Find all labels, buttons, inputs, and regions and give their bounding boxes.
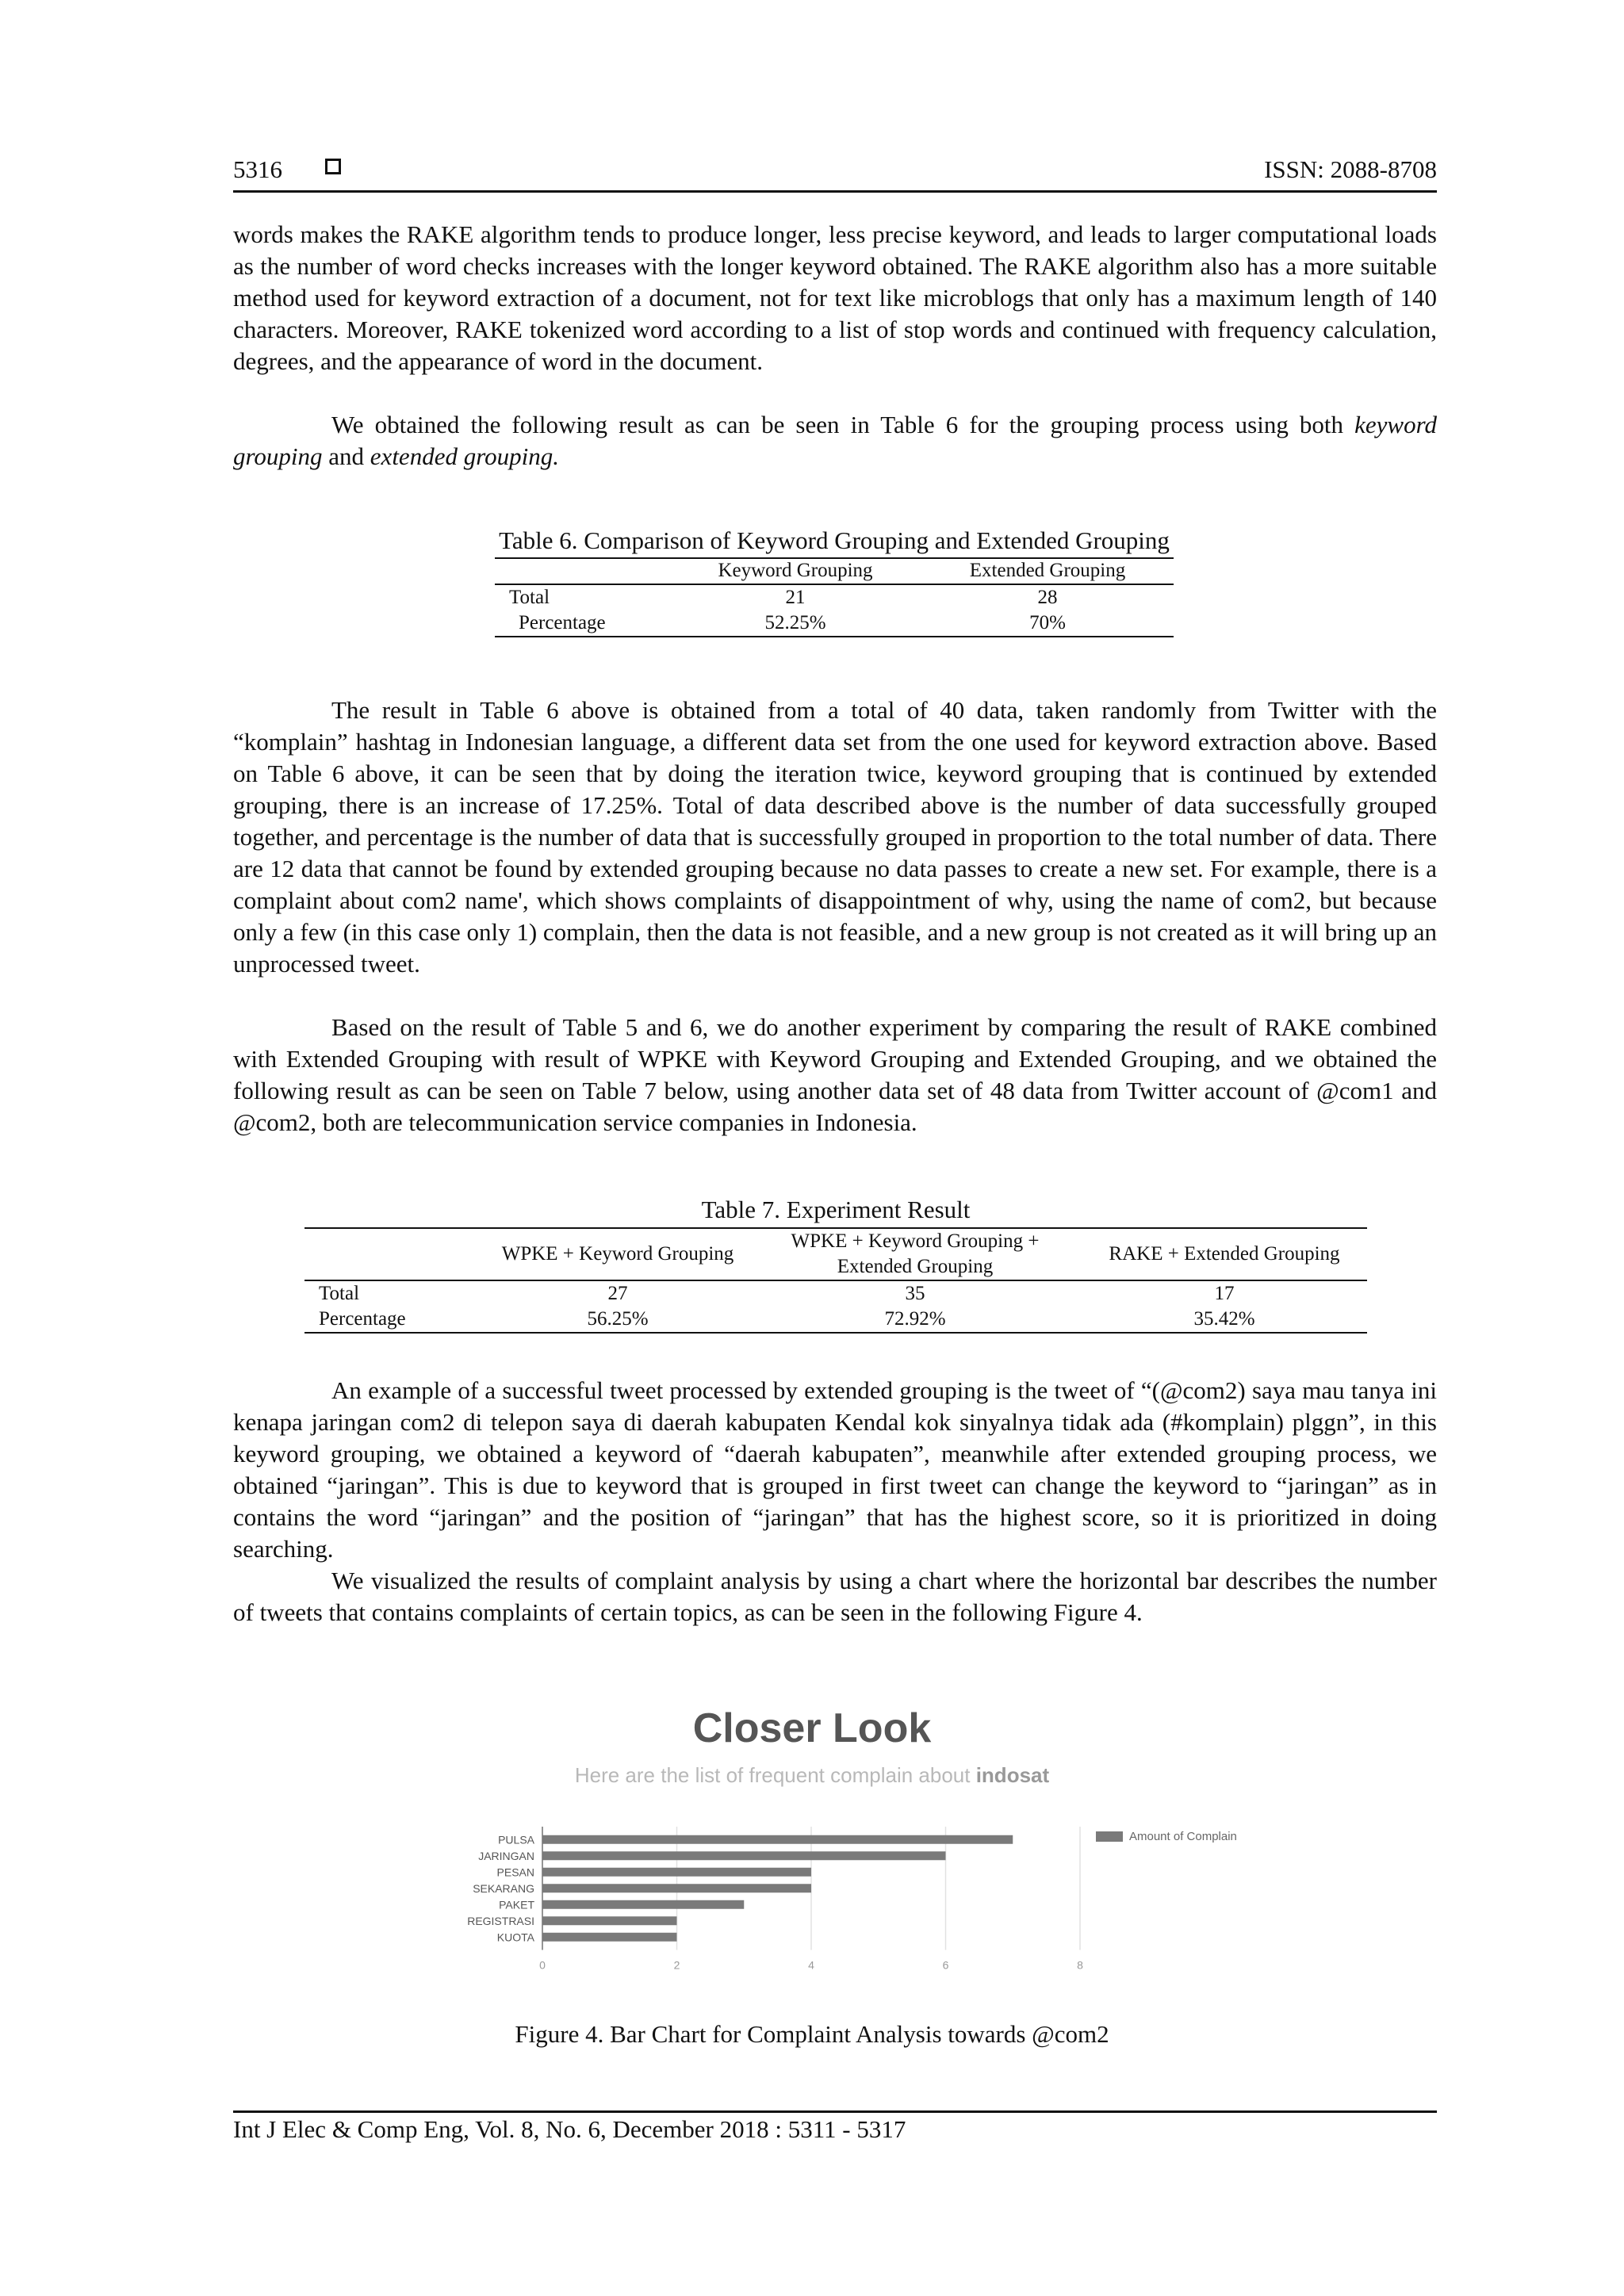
table-header-cell — [495, 558, 669, 584]
chart-bar — [542, 1933, 677, 1942]
table-header-row — [304, 1228, 1367, 1280]
chart-subtitle-brand: indosat — [975, 1763, 1050, 1787]
table-cell: 52.25% — [669, 610, 921, 637]
table-row — [495, 584, 1174, 610]
table6 — [495, 558, 1174, 637]
table-header-row — [495, 558, 1174, 584]
journal-issn: ISSN: 2088-8708 — [1264, 155, 1437, 183]
table7-caption: Table 7. Experiment Result — [701, 1196, 971, 1223]
table-header-cell: Extended Grouping — [921, 558, 1174, 584]
table7 — [304, 1227, 1367, 1334]
term-extended-grouping: extended grouping. — [370, 442, 559, 470]
table-cell: 21 — [785, 587, 806, 608]
chart-tick-label: 6 — [942, 1958, 949, 1972]
chart-tick-label: 4 — [808, 1958, 814, 1972]
chart-bar — [542, 1900, 744, 1909]
chart-tick-label: 2 — [673, 1958, 680, 1972]
figure-caption: Figure 4. Bar Chart for Complaint Analysis towards @com2 — [515, 2020, 1109, 2048]
chart-legend-label: Amount of Complain — [1129, 1830, 1237, 1843]
table-cell: 70% — [921, 610, 1174, 637]
chart-category-label: PULSA — [498, 1833, 534, 1846]
header-rule — [233, 190, 1437, 193]
chart-bar — [542, 1916, 677, 1925]
chart-bar — [542, 1835, 1013, 1844]
table-cell: 56.25% — [487, 1307, 749, 1333]
chart-bar — [542, 1868, 811, 1877]
term-keyword-grouping: keyword grouping — [233, 411, 1437, 470]
paragraph-text: and — [322, 442, 370, 470]
bar-chart — [428, 1816, 1300, 1974]
paragraph-example-tweet: An example of a successful tweet processed by extended grouping is the tweet of “(@com2) saya mau tanya ini kenapa jaringan com2 di telepon saya di daerah kabupaten Kendal kok sinyalnya tidak ada (#komplain) plggn”, in this keyword grouping, we obtained a keyword of “daerah kabupaten”, meanwhile after extended grouping process, we obtained “jaringan”. This is due to keyword that is grouped in first tweet can change the keyword to “jaringan” as in contains the word “jaringan” and the position of “jaringan” that has the highest score, so it is prioritized in doing searching. — [233, 1376, 1437, 1563]
table-cell: 72.92% — [749, 1307, 1082, 1333]
table-cell: 27 — [607, 1283, 628, 1304]
chart-subtitle-text: Here are the list of frequent complain about — [574, 1763, 976, 1787]
chart-tick-label: 0 — [539, 1958, 546, 1972]
chart-tick-label: 8 — [1077, 1958, 1083, 1972]
square-bullet-icon — [325, 159, 341, 174]
table-cell: 17 — [1214, 1283, 1235, 1304]
chart-category-label: PAKET — [499, 1898, 534, 1911]
chart-legend-swatch — [1096, 1831, 1123, 1842]
table-row — [495, 610, 1174, 637]
footer-rule — [233, 2110, 1437, 2113]
chart-category-label: REGISTRASI — [467, 1914, 534, 1927]
chart-category-label: KUOTA — [496, 1931, 534, 1944]
table-header-cell: Keyword Grouping — [669, 558, 921, 584]
table-cell: 35.42% — [1082, 1307, 1367, 1333]
chart-category-label: JARINGAN — [478, 1849, 534, 1862]
table6-caption: Table 6. Comparison of Keyword Grouping and Extended Grouping — [499, 526, 1170, 554]
paragraph-table6-discussion: The result in Table 6 above is obtained from a total of 40 data, taken randomly from Twitter with the “komplain” hashtag in Indonesian language, a different data set from the one used for keyword extraction above. Based on Table 6 above, it can be seen that by doing the iteration twice, keyword grouping that is continued by extended grouping, there is an increase of 17.25%. Total of data described above is the number of data successfully grouped together, and percentage is the number of data that is successfully grouped in proportion to the total number of data. There are 12 data that cannot be found by extended grouping because no data passes to create a new set. For example, there is a complaint about com2 name', which shows complaints of disappointment of why, using the name of com2, but because only a few (in this case only 1) complain, then the data is not feasible, and a new group is not created as it will bring up an unprocessed tweet. — [233, 696, 1437, 978]
chart-bar — [542, 1851, 946, 1860]
table-cell: Total — [319, 1283, 360, 1304]
table-header-cell: WPKE + Keyword Grouping + Extended Grouping — [749, 1228, 1082, 1280]
paragraph-table7-intro: Based on the result of Table 5 and 6, we do another experiment by comparing the result of RAKE combined with Extended Grouping with result of WPKE with Keyword Grouping and Extended Grouping, and we obtained the following result as can be seen on Table 7 below, using another data set of 48 data from Twitter account of @com1 and @com2, both are telecommunication service companies in Indonesia. — [233, 1013, 1437, 1136]
chart-category-label: SEKARANG — [473, 1881, 534, 1895]
chart-bar — [542, 1884, 811, 1892]
table-row — [304, 1307, 1367, 1333]
chart-subtitle — [0, 1763, 1624, 1788]
paragraph-rake-discussion: words makes the RAKE algorithm tends to produce longer, less precise keyword, and leads to larger computational loads as the number of word checks increases with the longer keyword obtained. The RAKE algorithm also has a more suitable method used for keyword extraction of a document, not for text like microblogs that only has a maximum length of 140 characters. Moreover, RAKE tokenized word according to a list of stop words and continued with frequency calculation, degrees, and the appearance of word in the document. — [233, 220, 1437, 375]
table-cell: Percentage — [304, 1307, 487, 1333]
paragraph-figure4-intro: We visualized the results of complaint analysis by using a chart where the horizontal bar describes the number of tweets that contains complaints of certain topics, as can be seen in the following Figure 4. — [233, 1567, 1437, 1626]
table-cell: Total — [509, 587, 550, 608]
paragraph-text: We obtained the following result as can be seen in Table 6 for the grouping process using both — [331, 411, 1355, 438]
chart-category-label: PESAN — [496, 1866, 534, 1879]
table-cell: 35 — [905, 1283, 925, 1304]
table-header-cell: RAKE + Extended Grouping — [1082, 1228, 1367, 1280]
table-row — [304, 1280, 1367, 1307]
footer-citation: Int J Elec & Comp Eng, Vol. 8, No. 6, December 2018 : 5311 - 5317 — [233, 2115, 906, 2143]
table-cell: 28 — [1037, 587, 1058, 608]
chart-title: Closer Look — [692, 1705, 932, 1751]
table-cell: Percentage — [495, 610, 669, 637]
table-header-cell: WPKE + Keyword Grouping — [487, 1228, 749, 1280]
paragraph-table6-intro — [233, 409, 1437, 473]
table-header-cell — [304, 1228, 487, 1280]
page-number: 5316 — [233, 155, 282, 183]
